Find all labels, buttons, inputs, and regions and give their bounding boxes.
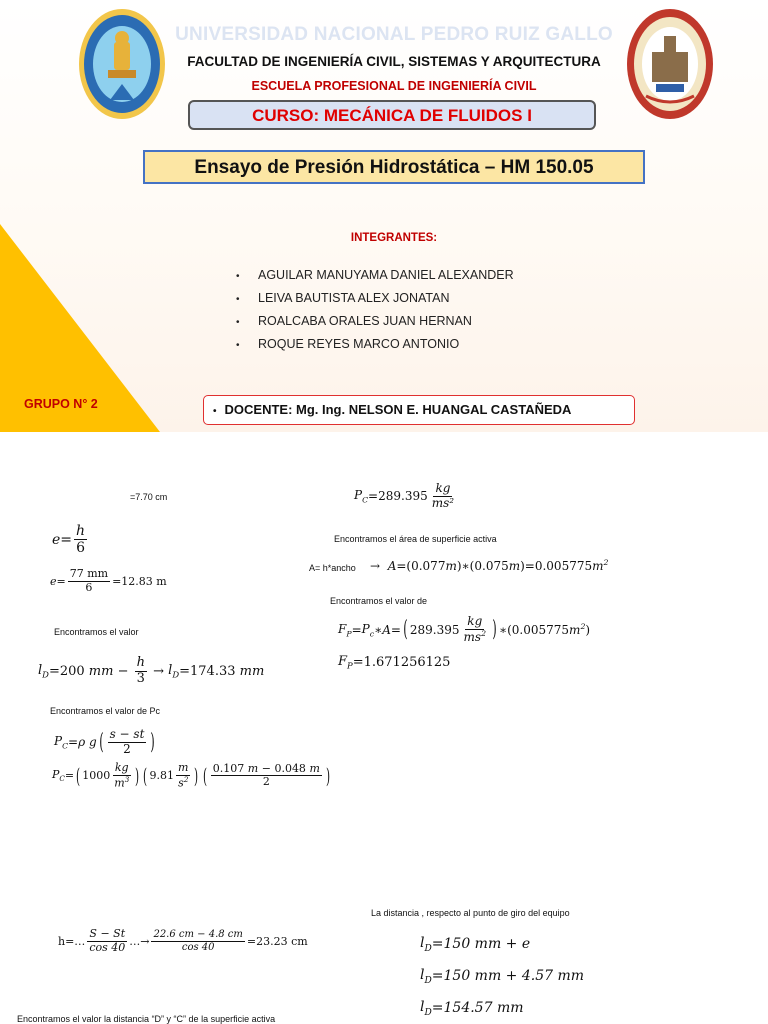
list-item (236, 287, 514, 310)
denominator: cos 40 (89, 940, 126, 954)
fraction (74, 523, 87, 556)
eq-lhs: e (52, 531, 61, 548)
eq-pc-definition: $P_C$ = ρ g ( $\frac{s - st}{2}$ ) (54, 727, 156, 756)
bullet: • (236, 271, 240, 282)
fp-value: =1.671256125 (352, 654, 451, 670)
members-heading: INTEGRANTES: (350, 232, 438, 244)
bullet: • (236, 340, 240, 351)
eq-e-calc: e = $\frac{77 mm}{6}$ =12.83 m (50, 567, 167, 594)
label-pc: Encontramos el valor de Pc (50, 706, 161, 716)
depth-value: =7.70 cm (130, 492, 168, 502)
denominator: 6 (85, 580, 93, 594)
eq-ld-1: $l_D$ =150 mm + e (420, 935, 531, 954)
bullet: • (236, 294, 240, 305)
numerator: 22.6 cm − 4.8 cm (153, 929, 243, 941)
eq-pc-result: $P_C$ =289.395 $\frac{kg}{\text{ms²}}$ (354, 481, 455, 510)
label-distance: La distancia , respecto al punto de giro del equipo (371, 908, 570, 918)
bullet: • (213, 406, 217, 417)
eq-rhs: =150 mm + 4.57 mm (431, 968, 585, 985)
numerator: kg (435, 481, 451, 495)
eq-rhs: =154.57 mm (431, 1000, 524, 1017)
numerator: h (76, 523, 86, 539)
eq-result: =12.83 m (112, 574, 167, 588)
member-name: LEIVA BAUTISTA ALEX JONATAN (258, 291, 450, 305)
eq-e-definition: e = $\frac{h}{6}$ (52, 523, 86, 557)
list-item (236, 310, 514, 333)
pc-value: =289.395 (368, 489, 428, 504)
label-valor-de: Encontramos el valor de (330, 596, 428, 606)
course-box: CURSO: MECÁNICA DE FLUIDOS I (188, 100, 596, 130)
university-seal-right (626, 8, 714, 120)
label-valor: Encontramos el valor (54, 627, 139, 637)
school-name: ESCUELA PROFESIONAL DE INGENIERÍA CIVIL (251, 79, 537, 93)
area-label: A= h*ancho (309, 563, 356, 573)
eq-rhs: =150 mm + e (431, 936, 531, 953)
eq-pc-calc: $P_C$ = ( 1000 $\frac{kg}{m^3}$ ) ( 9.81 $\frac{m}{s^2}$ ) ( $\frac{0.107 m - 0.048 m}{2}$ ) (52, 761, 330, 790)
denominator: 6 (76, 540, 85, 557)
denominator: cos 40 (181, 941, 215, 953)
university-name: UNIVERSIDAD NACIONAL PEDRO RUIZ GALLO (175, 24, 613, 45)
numerator: 77 mm (69, 567, 109, 580)
denominator: ms² (431, 495, 455, 510)
member-name: AGUILAR MANUYAMA DANIEL ALEXANDER (258, 268, 514, 282)
eq-ld-calc: $l_D$ =200 mm − $\frac{h}{3}$ → $l_D$ =174.33 mm (38, 655, 265, 686)
bullet: • (236, 317, 240, 328)
teacher-box (203, 395, 635, 425)
numerator: S − St (89, 927, 126, 940)
label-bottom: Encontramos el valor la distancia “D” y “C” de la superficie activa (17, 1014, 276, 1024)
fraction (68, 568, 110, 594)
label-area: Encontramos el área de superficie activa (334, 534, 497, 544)
cover-slide (0, 0, 768, 432)
eq-arrow: …→ (129, 934, 150, 948)
eq-fp-result: $F_P$ =1.671256125 (338, 654, 451, 671)
eq-fp-calc: $F_P$ = $P_c$ ∗ A = ( 289.395 $\frac{kg}{ms^2}$ ) ∗ (0.005775 $m^2$ ) (338, 614, 591, 644)
member-name: ROALCABA ORALES JUAN HERNAN (258, 314, 472, 328)
eq-result: =23.23 cm (246, 934, 308, 948)
teacher-name: DOCENTE: Mg. Ing. NELSON E. HUANGAL CASTAÑEDA (224, 402, 572, 417)
eq-ld-2: $l_D$ =150 mm + 4.57 mm (420, 967, 585, 986)
faculty-name: FACULTAD DE INGENIERÍA CIVIL, SISTEMAS Y ARQUITECTURA (187, 54, 601, 69)
eq-h-calc (58, 928, 308, 954)
member-name: ROQUE REYES MARCO ANTONIO (258, 337, 460, 351)
list-item (236, 264, 514, 287)
list-item (236, 333, 514, 356)
eq-area-calc: → A =(0.077 m )∗(0.075 m )=0.005775 $m^2$ (370, 558, 609, 573)
eq-ld-3: $l_D$ =154.57 mm (420, 999, 524, 1018)
members-list (236, 264, 514, 356)
report-title: Ensayo de Presión Hidrostática – HM 150.05 (143, 150, 645, 184)
group-label: GRUPO N° 2 (24, 397, 98, 411)
eq-prefix: h=… (58, 934, 86, 948)
